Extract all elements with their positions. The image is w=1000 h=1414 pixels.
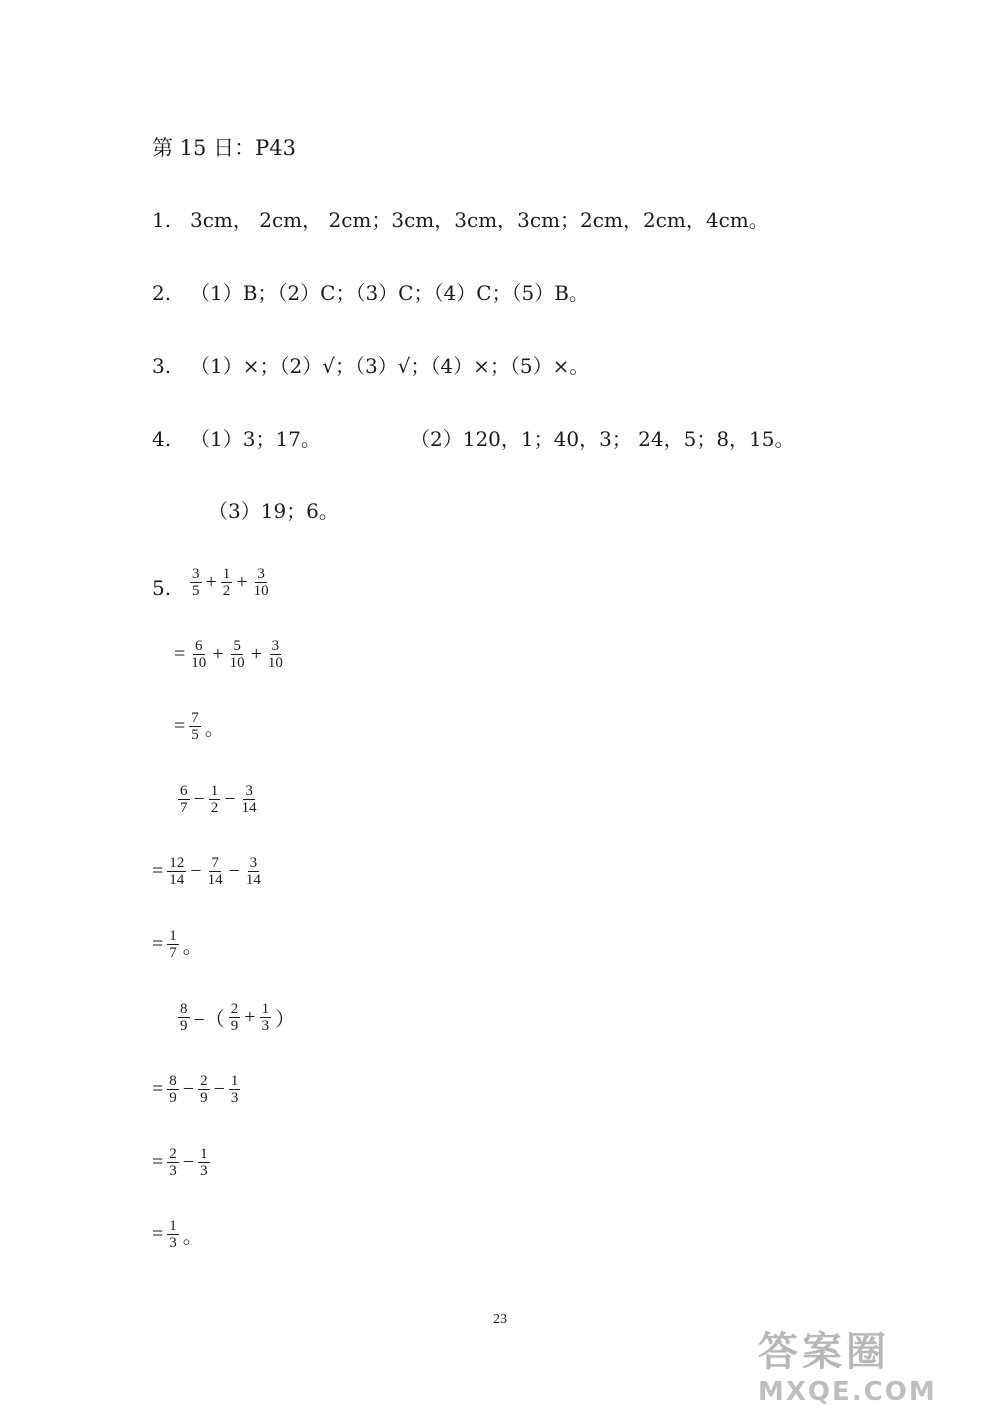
fraction-numerator: 1	[169, 1218, 177, 1234]
fraction	[229, 1001, 241, 1034]
answer-4-label: 4.	[152, 427, 172, 451]
fraction	[252, 566, 271, 599]
fraction-numerator: 3	[249, 855, 258, 871]
fraction-denominator: 3	[169, 1163, 177, 1179]
fraction	[209, 783, 221, 816]
math-operator: =	[174, 715, 186, 737]
answer-4-part2: （2）120，1；40，3； 24，5；8，15。	[410, 427, 795, 451]
fraction	[189, 710, 201, 743]
fraction-denominator: 9	[230, 1018, 239, 1034]
fraction-denominator: 2	[210, 800, 219, 816]
fraction-denominator: 3	[200, 1163, 208, 1179]
fraction	[178, 783, 190, 816]
fraction-numerator: 7	[191, 710, 199, 726]
fraction	[198, 1146, 210, 1179]
answer-2-text: （1）B；（2）C；（3）C；（4）C；（5）B。	[190, 281, 589, 305]
answer-3	[152, 352, 589, 380]
calc-2-line-2	[150, 855, 265, 888]
math-operator: −	[228, 860, 240, 882]
math-operator: +	[236, 571, 248, 593]
fraction	[167, 928, 179, 961]
fraction-denominator: 7	[180, 800, 188, 816]
fraction	[178, 1001, 190, 1034]
calc-1-line-2	[172, 638, 287, 671]
calc-3-line-3	[150, 1146, 212, 1179]
fraction	[198, 1073, 210, 1106]
math-operator: −（	[193, 1009, 225, 1031]
fraction-denominator: 9	[200, 1090, 208, 1106]
fraction-numerator: 3	[245, 783, 253, 799]
page-number: 23	[493, 1312, 507, 1327]
math-operator: =	[152, 1151, 164, 1173]
fraction	[189, 638, 208, 671]
math-operator: +	[212, 643, 224, 665]
answer-2	[152, 279, 589, 307]
fraction-denominator: 9	[169, 1090, 177, 1106]
math-operator: 。	[182, 1226, 203, 1248]
calc-1-line-1	[188, 566, 273, 599]
math-operator: =	[152, 1223, 164, 1245]
math-operator: 。	[204, 718, 225, 740]
fraction-numerator: 6	[195, 638, 203, 654]
fraction	[221, 566, 233, 599]
math-operator: −	[213, 1078, 225, 1100]
fraction-numerator: 6	[180, 783, 188, 799]
answer-4	[152, 425, 321, 453]
math-operator: +	[205, 571, 217, 593]
page-heading: 第 15 日：P43	[152, 136, 296, 160]
fraction-denominator: 10	[191, 655, 207, 671]
fraction-numerator: 5	[233, 638, 241, 654]
fraction-numerator: 2	[200, 1073, 208, 1089]
watermark-bottom: MXQE.COM	[758, 1377, 937, 1407]
fraction-numerator: 8	[180, 1001, 188, 1017]
answer-4-part3: （3）19；6。	[208, 499, 339, 523]
fraction-numerator: 1	[222, 566, 231, 582]
math-operator: −	[193, 788, 205, 810]
answer-1-text: 3cm， 2cm， 2cm；3cm，3cm，3cm；2cm，2cm，4cm。	[190, 208, 769, 232]
fraction	[190, 566, 202, 599]
fraction	[244, 855, 263, 888]
calc-2-line-1	[176, 783, 261, 816]
fraction-denominator: 10	[267, 655, 283, 671]
fraction-numerator: 2	[169, 1146, 177, 1162]
fraction-denominator: 7	[169, 945, 177, 961]
fraction	[206, 855, 225, 888]
answer-3-text: （1）×；（2）√；（3）√；（4）×；（5）×。	[190, 354, 590, 378]
math-operator: −	[190, 860, 202, 882]
calc-3-line-2	[150, 1073, 242, 1106]
calc-3-line-1	[176, 1001, 297, 1034]
fraction-numerator: 12	[169, 855, 185, 871]
answer-2-label: 2.	[152, 281, 172, 305]
fraction-denominator: 14	[241, 800, 257, 816]
fraction-numerator: 2	[230, 1001, 239, 1017]
fraction	[167, 1218, 179, 1251]
math-operator: =	[174, 643, 186, 665]
calc-3-line-4	[150, 1218, 205, 1251]
fraction-denominator: 9	[180, 1018, 188, 1034]
answer-1-label: 1.	[152, 208, 172, 232]
answer-1	[152, 206, 769, 234]
fraction	[167, 1146, 179, 1179]
fraction	[240, 783, 259, 816]
fraction-denominator: 3	[230, 1090, 239, 1106]
fraction	[167, 855, 186, 888]
fraction-numerator: 1	[200, 1146, 208, 1162]
calc-1-line-3	[172, 710, 227, 743]
fraction-numerator: 7	[211, 855, 219, 871]
fraction-denominator: 14	[169, 872, 185, 888]
answer-4-part1: （1）3；17。	[190, 427, 321, 451]
math-operator: +	[250, 643, 262, 665]
fraction-numerator: 1	[210, 783, 219, 799]
answer-5-label: 5.	[152, 576, 172, 600]
fraction-denominator: 3	[169, 1235, 177, 1251]
fraction	[260, 1001, 272, 1034]
fraction-numerator: 3	[257, 566, 265, 582]
math-operator: −	[182, 1151, 195, 1173]
fraction-numerator: 3	[192, 566, 200, 582]
math-operator: 。	[182, 936, 203, 958]
fraction-numerator: 1	[169, 928, 177, 944]
calc-2-line-3	[150, 928, 205, 961]
fraction-numerator: 8	[169, 1073, 177, 1089]
fraction-denominator: 10	[229, 655, 245, 671]
fraction-denominator: 10	[253, 583, 269, 599]
math-operator: =	[152, 1078, 164, 1100]
math-operator: =	[152, 933, 164, 955]
fraction	[167, 1073, 179, 1106]
fraction-numerator: 3	[271, 638, 280, 654]
answer-3-label: 3.	[152, 354, 172, 378]
fraction-denominator: 5	[191, 727, 199, 743]
fraction-denominator: 2	[222, 583, 231, 599]
fraction-numerator: 1	[230, 1073, 239, 1089]
fraction	[229, 1073, 241, 1106]
fraction-denominator: 5	[192, 583, 200, 599]
fraction-numerator: 1	[261, 1001, 270, 1017]
watermark-top: 答案圈	[758, 1329, 890, 1375]
fraction-denominator: 14	[245, 872, 261, 888]
math-operator: −	[224, 788, 236, 810]
math-operator: −	[182, 1078, 195, 1100]
math-operator: =	[152, 860, 164, 882]
watermark-logo	[758, 1320, 988, 1408]
fraction-denominator: 14	[207, 872, 223, 888]
fraction	[266, 638, 285, 671]
fraction	[228, 638, 247, 671]
math-operator: ）	[275, 1009, 296, 1031]
math-operator: +	[244, 1006, 256, 1028]
fraction-denominator: 3	[261, 1018, 270, 1034]
